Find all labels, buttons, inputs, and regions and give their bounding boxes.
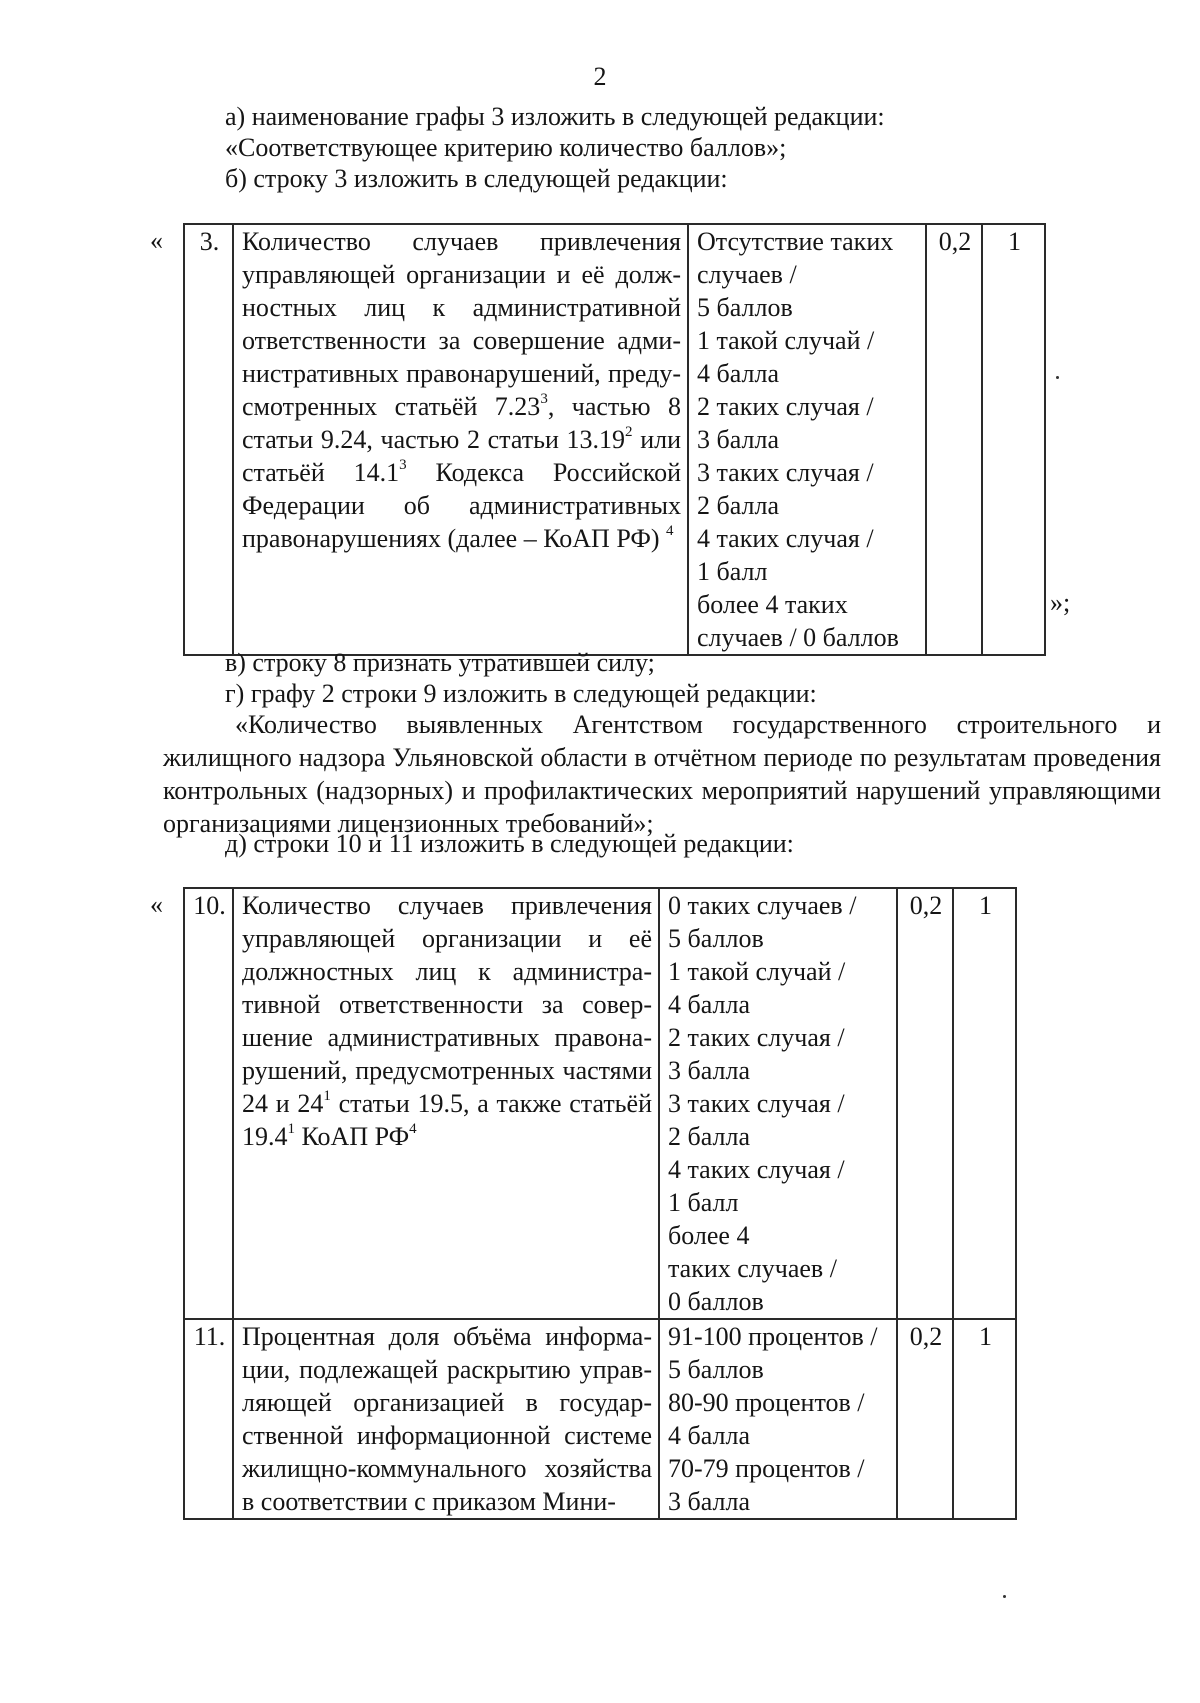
footnote-mark: 1 <box>323 1088 331 1105</box>
footnote-mark: 4 <box>666 523 674 540</box>
table1-row-3 <box>184 224 1045 655</box>
score-line: 3 балла <box>668 1487 750 1516</box>
score-line: 5 баллов <box>668 1355 764 1384</box>
weight-cell: 0,2 <box>897 1319 953 1519</box>
score-line: случаев / 0 баллов <box>697 623 899 652</box>
score-line: 2 балла <box>668 1122 750 1151</box>
table1-close-quote: »; <box>1050 588 1071 617</box>
score-line: более 4 таких <box>697 590 848 619</box>
footnote-mark: 3 <box>540 391 548 408</box>
weight-cell: 0,2 <box>926 224 982 655</box>
table2 <box>183 887 1017 1520</box>
score-line: 3 балла <box>668 1056 750 1085</box>
score-line: 2 балла <box>697 491 779 520</box>
score-line: 5 баллов <box>668 924 764 953</box>
item-d: д) строки 10 и 11 изложить в следующей редакции: <box>225 829 794 858</box>
item-a-quote: «Соответствующее критерию количество баллов»; <box>225 133 787 162</box>
footnote-mark: 2 <box>625 424 633 441</box>
table2-row-11 <box>184 1319 1016 1519</box>
score-line: 5 баллов <box>697 293 793 322</box>
score-line: 0 таких случаев / <box>668 891 857 920</box>
score-line: 3 таких случая / <box>697 458 874 487</box>
item-v: в) строку 8 признать утратившей силу; <box>225 648 655 677</box>
score-line: 4 балла <box>668 1421 750 1450</box>
score-line: 0 баллов <box>668 1287 764 1316</box>
score-line: Отсутствие таких <box>697 227 894 256</box>
item-g: г) графу 2 строки 9 изложить в следующей редакции: <box>225 679 817 708</box>
table2-open-quote: « <box>150 890 163 919</box>
score-line: 70-79 процентов / <box>668 1454 865 1483</box>
score-line: 80-90 процентов / <box>668 1388 865 1417</box>
score-cell <box>659 888 897 1319</box>
footnote-mark: 1 <box>287 1121 295 1138</box>
page-number: 2 <box>593 62 607 91</box>
item-a: а) наименование графы 3 изложить в следующей редакции: <box>225 102 885 131</box>
row-number: 3. <box>184 224 233 655</box>
criterion-text: Процентная доля объёма информации, подлежащей раскрытию управляющей организацией в государственной информационной системе жилищно-коммунального хозяйства в соответствии с приказом Мини- <box>233 1319 659 1519</box>
score-line: 91-100 процентов / <box>668 1322 878 1351</box>
table1-open-quote: « <box>150 226 163 255</box>
max-cell: 1 <box>953 888 1016 1319</box>
criterion-text: Количество случаев привлечения управляющей организации и её должностных лиц к административной ответственности за совершение административных правонарушений, предусмотренных статьёй 7.23$^3$, частью 8 статьи 9.24, частью 2 статьи 13.19$^2$ или статьёй 14.1$^3$ Кодекса Российской Федерации об административных правонарушениях (далее – КоАП РФ) $^4$ <box>233 224 688 655</box>
table2-row-10 <box>184 888 1016 1319</box>
score-line: 4 таких случая / <box>668 1155 845 1184</box>
row-number: 11. <box>184 1319 233 1519</box>
score-cell <box>659 1319 897 1519</box>
score-line: 2 таких случая / <box>697 392 874 421</box>
score-line: 3 таких случая / <box>668 1089 845 1118</box>
score-line: более 4 <box>668 1221 750 1250</box>
score-line: 1 балл <box>697 557 768 586</box>
footnote-mark: 3 <box>399 457 407 474</box>
row-number: 10. <box>184 888 233 1319</box>
score-line: случаев / <box>697 260 797 289</box>
item-b: б) строку 3 изложить в следующей редакции: <box>225 164 728 193</box>
scan-speck <box>1056 376 1059 379</box>
score-line: таких случаев / <box>668 1254 837 1283</box>
score-line: 4 таких случая / <box>697 524 874 553</box>
max-cell: 1 <box>953 1319 1016 1519</box>
score-line: 4 балла <box>668 990 750 1019</box>
max-cell: 1 <box>982 224 1045 655</box>
score-line: 2 таких случая / <box>668 1023 845 1052</box>
score-line: 3 балла <box>697 425 779 454</box>
score-line: 1 балл <box>668 1188 739 1217</box>
item-g-quote: «Количество выявленных Агентством государственного строительного и жилищного надзора Ульяновской области в отчётном периоде по результатам проведения контрольных (надзорных) и профилактических мероприятий нарушений управляющими организациями лицензионных требований»; <box>163 710 1161 838</box>
score-cell <box>688 224 926 655</box>
score-line: 1 такой случай / <box>697 326 875 355</box>
score-line: 1 такой случай / <box>668 957 846 986</box>
scan-speck <box>1003 1595 1006 1598</box>
weight-cell: 0,2 <box>897 888 953 1319</box>
criterion-text: Количество случаев привлечения управляющей организации и её должностных лиц к административной ответственности за совершение административных правонарушений, предусмотренных частями 24 и $24^1$ статьи 19.5, а также статьёй 19.4$^1$ КоАП $РФ^4$ <box>233 888 659 1319</box>
footnote-mark: 4 <box>409 1121 417 1138</box>
score-line: 4 балла <box>697 359 779 388</box>
table1 <box>183 223 1046 656</box>
